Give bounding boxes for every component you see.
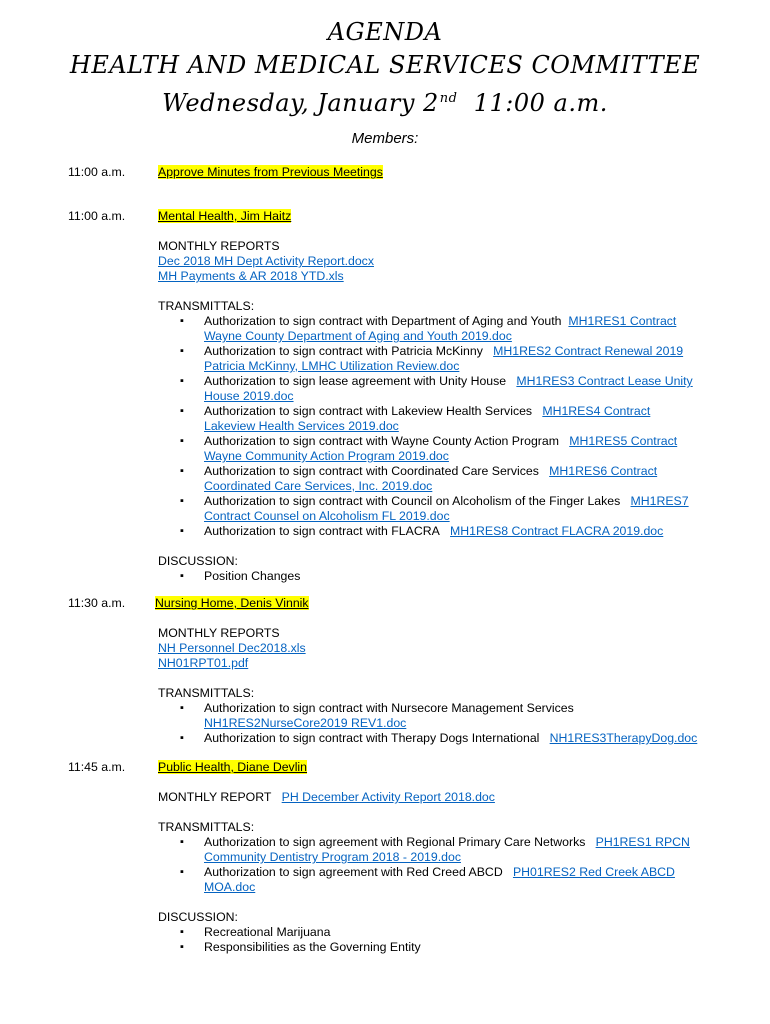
list-item: ▪ Authorization to sign contract with FLACRA MH1RES8 Contract FLACRA 2019.doc bbox=[158, 524, 718, 539]
item-time: 11:30 a.m. bbox=[68, 596, 126, 610]
report-link[interactable]: Dec 2018 MH Dept Activity Report.docx bbox=[158, 254, 374, 268]
agenda-title: AGENDA bbox=[327, 18, 443, 46]
list-item: ▪ Authorization to sign contract with Wayne County Action Program MH1RES5 Contract Wayne Community Action Program 2019.doc bbox=[158, 434, 718, 464]
resolution-link[interactable]: PH01RES2 Red Creek ABCD bbox=[512, 865, 675, 879]
item-title: Public Health, Diane Devlin bbox=[158, 760, 308, 774]
item-title: Nursing Home, Denis Vinnik bbox=[155, 596, 309, 610]
resolution-link-cont[interactable]: Coordinated Care Services, Inc. 2019.doc bbox=[204, 479, 433, 493]
agenda-header bbox=[0, 16, 770, 120]
discussion-label: DISCUSSION: bbox=[158, 910, 238, 924]
resolution-link[interactable]: MH1RES6 Contract bbox=[549, 464, 658, 478]
discussion-list bbox=[158, 569, 718, 584]
report-link[interactable]: MH Payments & AR 2018 YTD.xls bbox=[158, 269, 344, 283]
resolution-link-cont[interactable]: Patricia McKinny, LMHC Utilization Review.doc bbox=[204, 359, 460, 373]
monthly-reports-label: MONTHLY REPORTS bbox=[158, 626, 280, 640]
meeting-date bbox=[0, 82, 770, 120]
list-item: ▪ Authorization to sign contract with Nursecore Management Services NH1RES2NurseCore2019 REV1.doc bbox=[158, 701, 718, 731]
list-item: ▪ Position Changes bbox=[158, 569, 718, 584]
resolution-link[interactable]: PH1RES1 RPCN bbox=[595, 835, 690, 849]
monthly-reports-label: MONTHLY REPORTS bbox=[158, 239, 280, 253]
item-time: 11:00 a.m. bbox=[68, 165, 126, 179]
date-ordinal: nd bbox=[439, 91, 458, 106]
resolution-link[interactable]: MH1RES2 Contract Renewal 2019 bbox=[493, 344, 684, 358]
list-item: ▪ Authorization to sign contract with Coordinated Care Services MH1RES6 Contract Coordinated Care Services, Inc. 2019.doc bbox=[158, 464, 718, 494]
resolution-link-cont[interactable]: Wayne Community Action Program 2019.doc bbox=[204, 449, 449, 463]
resolution-link[interactable]: MH1RES8 Contract FLACRA 2019.doc bbox=[450, 524, 664, 538]
meeting-time: 11:00 a.m. bbox=[457, 89, 608, 117]
resolution-link[interactable]: NH1RES3TherapyDog.doc bbox=[549, 731, 698, 745]
report-link[interactable]: PH December Activity Report 2018.doc bbox=[281, 790, 495, 804]
transmittals-list bbox=[158, 314, 718, 539]
list-item: ▪ Authorization to sign contract with Department of Aging and Youth MH1RES1 Contract Wayne County Department of Aging and Youth 2019.doc bbox=[158, 314, 718, 344]
list-item: ▪ Authorization to sign contract with Lakeview Health Services MH1RES4 Contract Lakeview Health Services 2019.doc bbox=[158, 404, 718, 434]
item-time: 11:45 a.m. bbox=[68, 760, 126, 774]
committee-title: HEALTH AND MEDICAL SERVICES COMMITTEE bbox=[69, 51, 701, 79]
transmittals-label: TRANSMITTALS: bbox=[158, 686, 255, 700]
transmittals-list bbox=[158, 835, 718, 895]
resolution-link-cont[interactable]: Wayne County Department of Aging and Youth 2019.doc bbox=[204, 329, 512, 343]
list-item: ▪ Authorization to sign agreement with Regional Primary Care Networks PH1RES1 RPCN Community Dentistry Program 2018 - 2019.doc bbox=[158, 835, 718, 865]
resolution-link[interactable]: MH1RES4 Contract bbox=[542, 404, 651, 418]
resolution-link[interactable]: MH1RES1 Contract bbox=[568, 314, 677, 328]
monthly-report-label: MONTHLY REPORT bbox=[158, 790, 272, 804]
discussion-label: DISCUSSION: bbox=[158, 554, 238, 568]
discussion-list bbox=[158, 925, 718, 955]
resolution-link-cont[interactable]: Contract Counsel on Alcoholism FL 2019.doc bbox=[204, 509, 450, 523]
item-time: 11:00 a.m. bbox=[68, 209, 126, 223]
resolution-link[interactable]: MH1RES3 Contract Lease Unity bbox=[516, 374, 693, 388]
resolution-link-cont[interactable]: Community Dentistry Program 2018 - 2019.doc bbox=[204, 850, 461, 864]
list-item: ▪ Authorization to sign lease agreement with Unity House MH1RES3 Contract Lease Unity House 2019.doc bbox=[158, 374, 718, 404]
list-item: ▪ Authorization to sign agreement with Red Creed ABCD PH01RES2 Red Creek ABCD MOA.doc bbox=[158, 865, 718, 895]
report-link[interactable]: NH Personnel Dec2018.xls bbox=[158, 641, 306, 655]
list-item: ▪ Responsibilities as the Governing Entity bbox=[158, 940, 718, 955]
report-link[interactable]: NH01RPT01.pdf bbox=[158, 656, 249, 670]
resolution-link-cont[interactable]: House 2019.doc bbox=[204, 389, 294, 403]
transmittals-label: TRANSMITTALS: bbox=[158, 299, 255, 313]
item-title: Mental Health, Jim Haitz bbox=[158, 209, 292, 223]
resolution-link-cont[interactable]: Lakeview Health Services 2019.doc bbox=[204, 419, 399, 433]
list-item: ▪ Authorization to sign contract with Council on Alcoholism of the Finger Lakes MH1RES7 Contract Counsel on Alcoholism FL 2019.doc bbox=[158, 494, 718, 524]
resolution-link[interactable]: MH1RES5 Contract bbox=[569, 434, 678, 448]
resolution-link[interactable]: MH1RES7 bbox=[630, 494, 689, 508]
list-item: ▪ Recreational Marijuana bbox=[158, 925, 718, 940]
transmittals-list bbox=[158, 701, 718, 746]
date-text: Wednesday, January 2 bbox=[162, 89, 439, 117]
transmittals-label: TRANSMITTALS: bbox=[158, 820, 255, 834]
item-title: Approve Minutes from Previous Meetings bbox=[158, 165, 383, 179]
resolution-link[interactable]: NH1RES2NurseCore2019 REV1.doc bbox=[204, 716, 407, 730]
list-item: ▪ Authorization to sign contract with Patricia McKinny MH1RES2 Contract Renewal 2019 Patricia McKinny, LMHC Utilization Review.doc bbox=[158, 344, 718, 374]
resolution-link-cont[interactable]: MOA.doc bbox=[204, 880, 256, 894]
members-label: Members: bbox=[351, 130, 419, 147]
list-item: ▪ Authorization to sign contract with Therapy Dogs International NH1RES3TherapyDog.doc bbox=[158, 731, 718, 746]
